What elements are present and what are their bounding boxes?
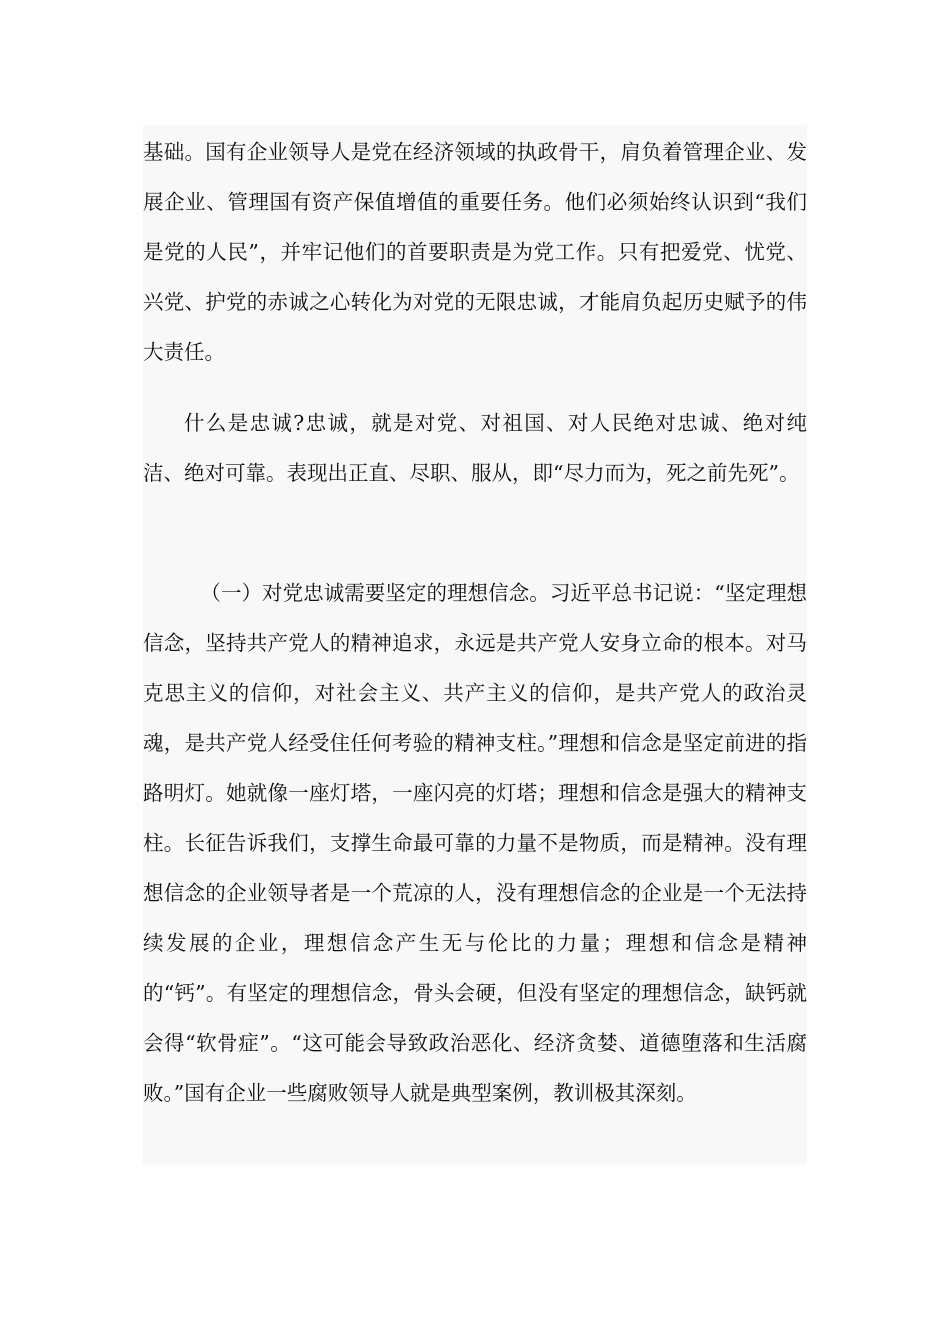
paragraph-3: （一）对党忠诚需要坚定的理想信念。习近平总书记说：“坚定理想信念，坚持共产党人的精神追求，永远是共产党人安身立命的根本。对马克思主义的信仰，对社会主义、共产主义的信仰，是共产党人的政治灵魂，是共产党人经受住任何考验的精神支柱。”理想和信念是坚定前进的指路明灯。她就像一座灯塔，一座闪亮的灯塔；理想和信念是强大的精神支柱。长征告诉我们，支撑生命最可靠的力量不是物质，而是精神。没有理想信念的企业领导者是一个荒凉的人，没有理想信念的企业是一个无法持续发展的企业，理想信念产生无与伦比的力量；理想和信念是精神的“钙”。有坚定的理想信念，骨头会硬，但没有坚定的理想信念，缺钙就会得“软骨症”。“这可能会导致政治恶化、经济贪婪、道德堕落和生活腐败。”国有企业一些腐败领导人就是典型案例，教训极其深刻。	[143, 581, 807, 1105]
paragraph-2: 什么是忠诚?忠诚，就是对党、对祖国、对人民绝对忠诚、绝对纯洁、绝对可靠。表现出正直、尽职、服从，即“尽力而为，死之前先死”。	[143, 411, 807, 485]
text-body	[143, 125, 807, 1165]
paragraph-1: 基础。国有企业领导人是党在经济领域的执政骨干，肩负着管理企业、发展企业、管理国有资产保值增值的重要任务。他们必须始终认识到“我们是党的人民”，并牢记他们的首要职责是为党工作。只有把爱党、忧党、兴党、护党的赤诚之心转化为对党的无限忠诚，才能肩负起历史赋予的伟大责任。	[143, 140, 807, 364]
